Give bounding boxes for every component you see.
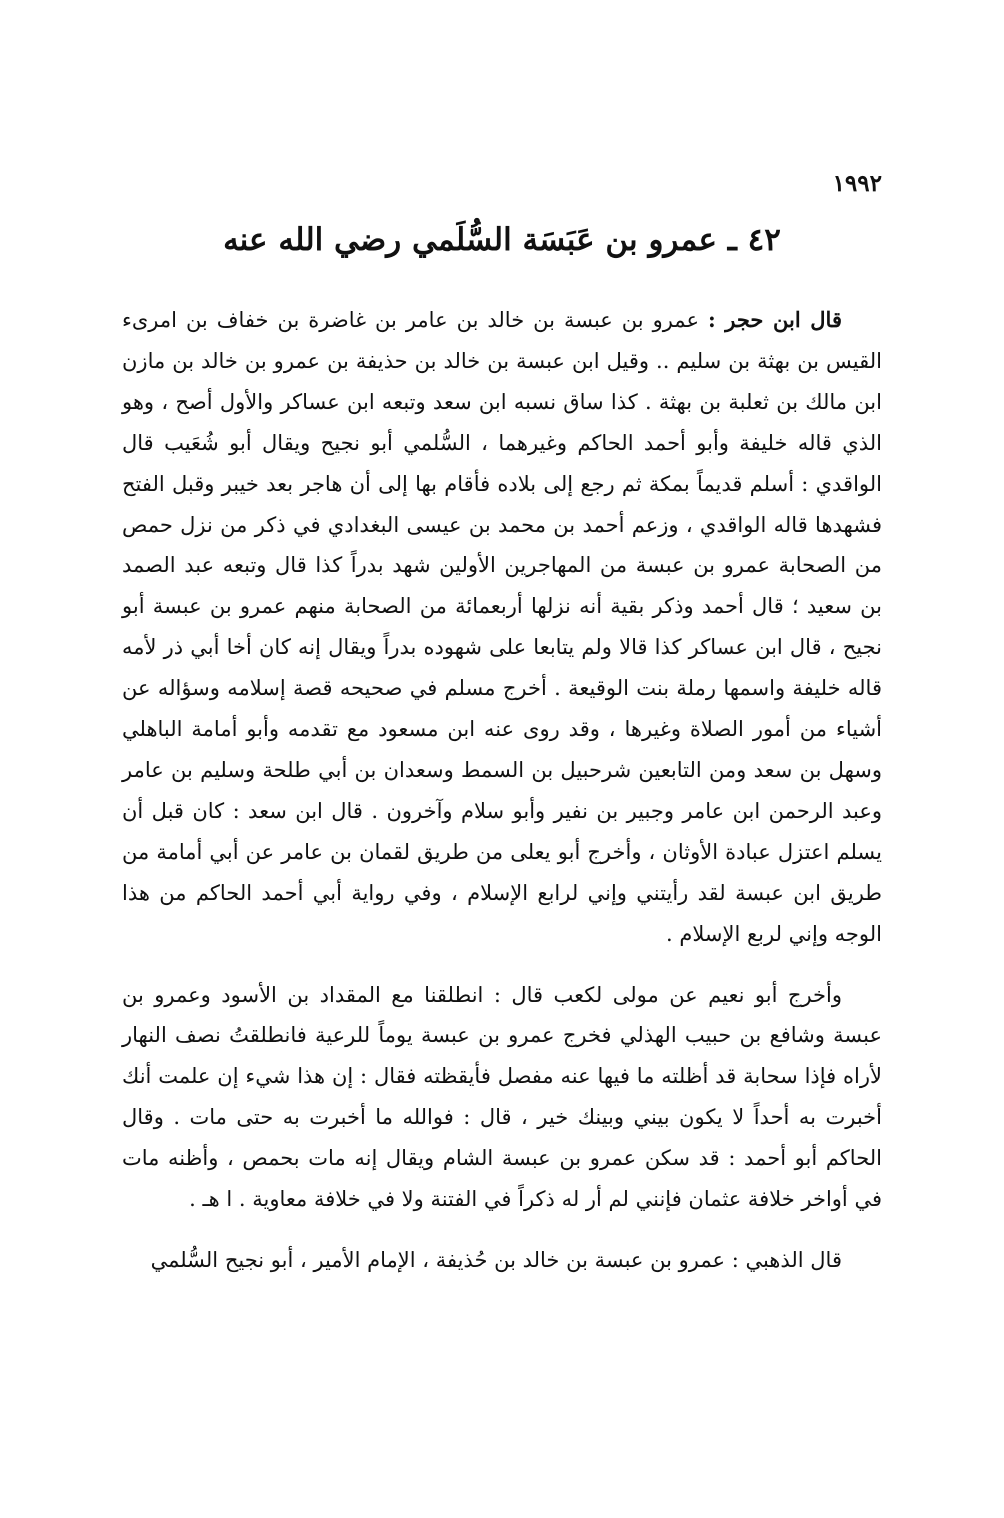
paragraph-ibn-hajar: [122, 300, 882, 955]
paragraph-lead: قال ابن حجر :: [707, 307, 842, 332]
page-number: ١٩٩٢: [832, 170, 882, 197]
section-title: ٤٢ ـ عمرو بن عَبَسَة السُّلَمي رضي الله عنه: [223, 222, 781, 258]
body-text: [122, 300, 882, 1281]
paragraph-text: عمرو بن عبسة بن خالد بن عامر بن غاضرة بن خفاف بن امرىء القيس بن بهثة بن سليم .. وقيل ابن عبسة بن خالد بن حذيفة بن عمرو بن خالد بن مازن ابن مالك بن ثعلبة بن بهثة . كذا ساق نسبه ابن سعد وتبعه ابن عساكر والأول أصح ، وهو الذي قاله خليفة وأبو أحمد الحاكم وغيرهما ، السُّلمي أبو نجيح ويقال أبو شُعَيب قال الواقدي : أسلم قديماً بمكة ثم رجع إلى بلاده فأقام بها إلى أن هاجر بعد خيبر وقبل الفتح فشهدها قاله الواقدي ، وزعم أحمد بن محمد بن عيسى البغدادي في ذكر من نزل حمص من الصحابة عمرو بن عبسة من المهاجرين الأولين شهد بدراً كذا قال وتبعه عبد الصمد بن سعيد ؛ قال أحمد وذكر بقية أنه نزلها أربعمائة من الصحابة منهم عمرو بن عبسة أبو نجيح ، قال ابن عساكر كذا قالا ولم يتابعا على شهوده بدراً ويقال إنه كان أخا أبي ذر لأمه قاله خليفة واسمها رملة بنت الوقيعة . أخرج مسلم في صحيحه قصة إسلامه وسؤاله عن أشياء من أمور الصلاة وغيرها ، وقد روى عنه ابن مسعود مع تقدمه وأبو أمامة الباهلي وسهل بن سعد ومن التابعين شرحبيل بن السمط وسعدان بن أبي طلحة وسليم بن عامر وعبد الرحمن ابن عامر وجبير بن نفير وأبو سلام وآخرون . قال ابن سعد : كان قبل أن يسلم اعتزل عبادة الأوثان ، وأخرج أبو يعلى من طريق لقمان بن عامر عن أبي أمامة من طريق ابن عبسة لقد رأيتني وإني لرابع الإسلام ، وفي رواية أبي أحمد الحاكم من هذا الوجه وإني لربع الإسلام .: [122, 308, 882, 946]
paragraph-abu-nuaym: [122, 975, 882, 1220]
paragraph-text: قال الذهبي : عمرو بن عبسة بن خالد بن حُذيفة ، الإمام الأمير ، أبو نجيح السُّلمي: [150, 1247, 842, 1272]
paragraph-text: وأخرج أبو نعيم عن مولى لكعب قال : انطلقنا مع المقداد بن الأسود وعمرو بن عبسة وشافع بن حبيب الهذلي فخرج عمرو بن عبسة يوماً للرعية فانطلقتُ نصف النهار لأراه فإذا سحابة قد أظلته ما فيها عنه مفصل فأيقظته فقال : إن هذا شيء إن علمت أنك أخبرت به أحداً لا يكون بيني وبينك خير ، قال : فوالله ما أخبرت به حتى مات . وقال الحاكم أبو أحمد : قد سكن عمرو بن عبسة الشام ويقال إنه مات بحمص ، وأظنه مات في أواخر خلافة عثمان فإنني لم أر له ذكراً في الفتنة ولا في خلافة معاوية . ا هـ .: [122, 982, 882, 1212]
paragraph-dhahabi: [122, 1240, 882, 1281]
